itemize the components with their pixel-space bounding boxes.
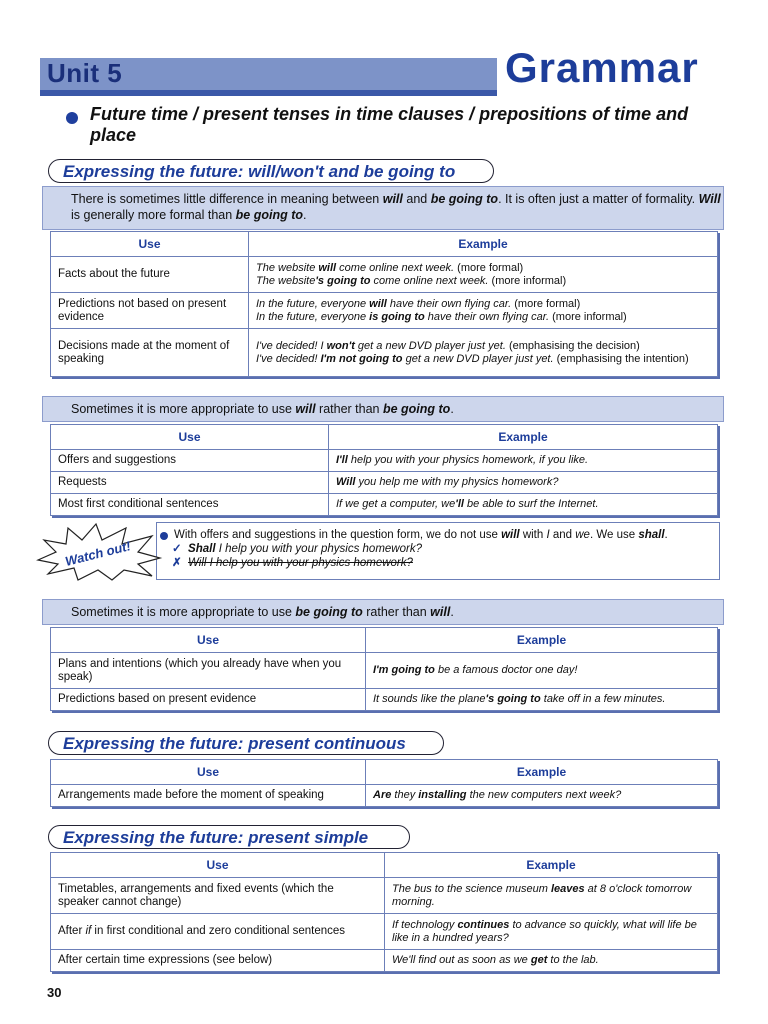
table-row — [51, 257, 718, 293]
example-cell: I'm going to be a famous doctor one day! — [366, 653, 718, 689]
info-box-3: Sometimes it is more appropriate to use be going to rather than will. — [42, 599, 724, 625]
bullet-icon — [160, 532, 168, 540]
table-row — [51, 653, 718, 689]
table-row — [51, 878, 718, 914]
table-present-simple — [50, 852, 718, 972]
column-header-use: Use — [51, 853, 385, 878]
table-row — [51, 293, 718, 329]
page-number: 30 — [47, 985, 62, 1000]
unit-label: Unit 5 — [47, 58, 123, 88]
watch-out-correct: ✓ Shall I help you with your physics homework? — [172, 543, 422, 555]
column-header-use: Use — [51, 425, 329, 450]
example-cell: The website will come online next week. (more formal) The website's going to come online next week. (more informal) — [249, 257, 718, 293]
use-cell: Predictions based on present evidence — [51, 689, 366, 711]
table-header-row — [51, 425, 718, 450]
table-row — [51, 494, 718, 516]
page-title: Grammar — [505, 44, 699, 91]
table-header-row — [51, 853, 718, 878]
column-header-example: Example — [366, 628, 718, 653]
column-header-example: Example — [249, 232, 718, 257]
example-cell: I've decided! I won't get a new DVD player just yet. (emphasising the decision) I've decided! I'm not going to get a new DVD player just yet. (emphasising the intention) — [249, 329, 718, 377]
check-icon: ✓ — [172, 543, 182, 555]
watch-out-wrong: ✗ Will I help you with your physics homework? — [172, 557, 413, 569]
table-will-preferred — [50, 424, 718, 516]
use-cell: Offers and suggestions — [51, 450, 329, 472]
table-header-row — [51, 232, 718, 257]
example-cell: If we get a computer, we'll be able to surf the Internet. — [329, 494, 718, 516]
column-header-example: Example — [329, 425, 718, 450]
use-cell: Requests — [51, 472, 329, 494]
table-row — [51, 329, 718, 377]
table-header-row — [51, 760, 718, 785]
watch-out-text — [174, 528, 668, 570]
use-cell: Arrangements made before the moment of speaking — [51, 785, 366, 807]
section-heading-present-simple: Expressing the future: present simple — [48, 825, 410, 849]
table-row — [51, 689, 718, 711]
watch-out-label: Watch out! — [63, 538, 133, 569]
cross-icon: ✗ — [172, 557, 182, 569]
use-cell: Most first conditional sentences — [51, 494, 329, 516]
use-cell: After certain time expressions (see below) — [51, 950, 385, 972]
example-cell: The bus to the science museum leaves at 8 o'clock tomorrow morning. — [385, 878, 718, 914]
info-box-2: Sometimes it is more appropriate to use will rather than be going to. — [42, 396, 724, 422]
watch-out-badge-icon — [34, 520, 164, 582]
watch-out-rule: With offers and suggestions in the question form, we do not use will with I and we. We use shall. — [174, 529, 668, 541]
use-cell: Timetables, arrangements and fixed events (which the speaker cannot change) — [51, 878, 385, 914]
example-cell: If technology continues to advance so quickly, what will life be like in a hundred years? — [385, 914, 718, 950]
example-cell: We'll find out as soon as we get to the lab. — [385, 950, 718, 972]
table-row — [51, 472, 718, 494]
table-row — [51, 450, 718, 472]
info-box-1: There is sometimes little difference in meaning between will and be going to. It is often just a matter of formality. Will is generally more formal than be going to. — [42, 186, 724, 230]
use-cell: Plans and intentions (which you already have when you speak) — [51, 653, 366, 689]
table-row — [51, 785, 718, 807]
bullet-icon — [66, 112, 78, 124]
example-cell: Will you help me with my physics homework? — [329, 472, 718, 494]
section-heading-will-going-to: Expressing the future: will/won't and be going to — [48, 159, 494, 183]
example-cell: In the future, everyone will have their own flying car. (more formal) In the future, everyone is going to have their own flying car. (more informal) — [249, 293, 718, 329]
table-row — [51, 950, 718, 972]
example-cell: I'll help you with your physics homework, if you like. — [329, 450, 718, 472]
table-will-going-to — [50, 231, 718, 377]
column-header-example: Example — [366, 760, 718, 785]
table-going-to-preferred — [50, 627, 718, 711]
section-heading-present-continuous: Expressing the future: present continuous — [48, 731, 444, 755]
column-header-use: Use — [51, 760, 366, 785]
use-cell: Facts about the future — [51, 257, 249, 293]
example-cell: Are they installing the new computers next week? — [366, 785, 718, 807]
use-cell: After if in first conditional and zero conditional sentences — [51, 914, 385, 950]
column-header-use: Use — [51, 628, 366, 653]
use-cell: Predictions not based on present evidence — [51, 293, 249, 329]
column-header-example: Example — [385, 853, 718, 878]
use-cell: Decisions made at the moment of speaking — [51, 329, 249, 377]
example-cell: It sounds like the plane's going to take off in a few minutes. — [366, 689, 718, 711]
table-present-continuous — [50, 759, 718, 807]
table-row — [51, 914, 718, 950]
topic-line: Future time / present tenses in time clauses / prepositions of time and place — [90, 104, 689, 145]
column-header-use: Use — [51, 232, 249, 257]
table-header-row — [51, 628, 718, 653]
